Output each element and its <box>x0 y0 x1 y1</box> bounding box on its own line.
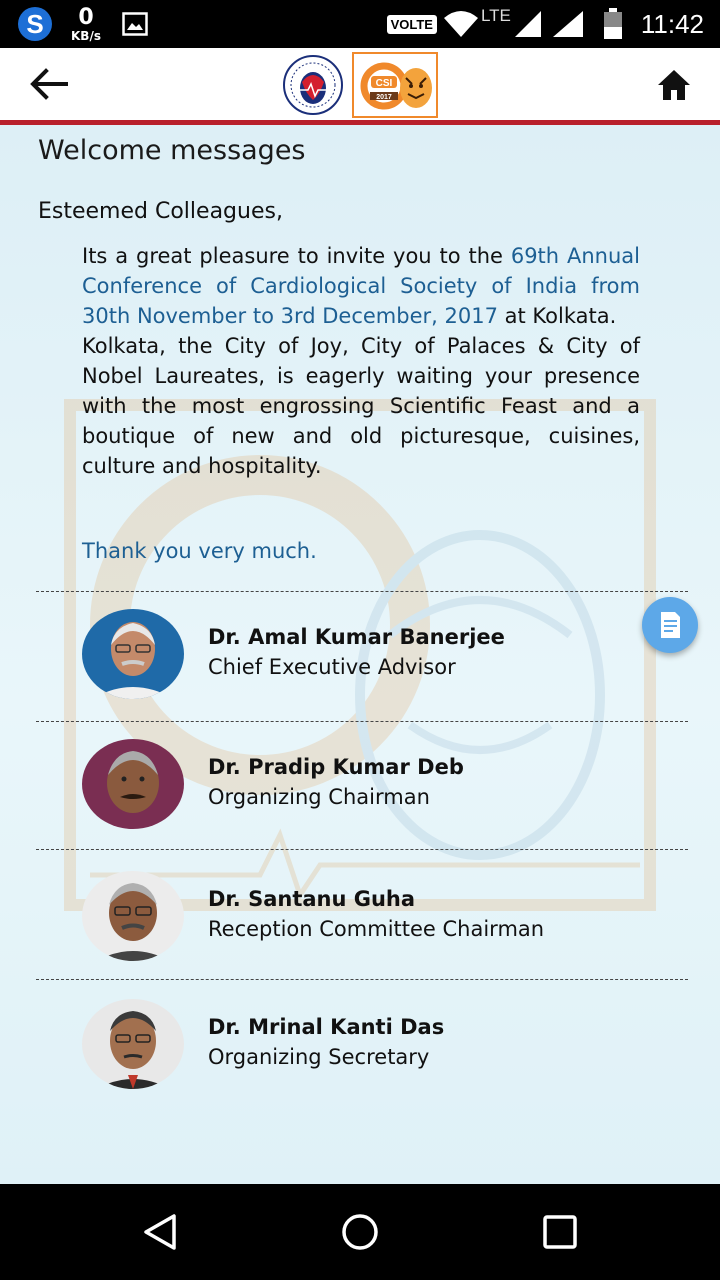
document-fab[interactable] <box>642 597 698 653</box>
person-card[interactable] <box>82 609 642 701</box>
nav-recents-button[interactable] <box>540 1212 580 1252</box>
wifi-icon <box>443 10 479 38</box>
divider <box>36 721 688 722</box>
person-name: Dr. Santanu Guha <box>208 887 416 911</box>
page-title: Welcome messages <box>38 135 306 166</box>
person-role: Organizing Chairman <box>208 785 430 809</box>
signal-2-icon <box>551 9 585 39</box>
arrow-left-icon <box>26 66 72 102</box>
clock: 11:42 <box>640 8 704 39</box>
nav-home-button[interactable] <box>340 1212 380 1252</box>
network-type: LTE <box>480 6 511 25</box>
divider <box>36 979 688 980</box>
thanks-text: Thank you very much. <box>82 539 317 563</box>
divider <box>36 849 688 850</box>
conference-highlight: 69th Annual Conference of Cardiological Society of India from 30th November to 3rd December, 2017 <box>82 244 640 328</box>
avatar <box>82 609 184 699</box>
circle-home-icon <box>340 1212 380 1252</box>
image-notification-icon <box>122 12 148 36</box>
person-name: Dr. Amal Kumar Banerjee <box>208 625 505 649</box>
person-name: Dr. Pradip Kumar Deb <box>208 755 464 779</box>
message-paragraph-2: Kolkata, the City of Joy, City of Palaces & City of Nobel Laureates, is eagerly waiting your presence with the most engrossing Scientific Feast and a boutique of new and old picturesque, cuisines, culture and hospitality. <box>82 334 640 478</box>
avatar <box>82 999 184 1089</box>
greeting: Esteemed Colleagues, <box>38 199 283 224</box>
speed-app-icon: S <box>18 7 52 41</box>
speed-unit: KB/s <box>71 28 101 43</box>
person-name: Dr. Mrinal Kanti Das <box>208 1015 445 1039</box>
csi-society-logo <box>282 54 344 116</box>
person-role: Reception Committee Chairman <box>208 917 545 941</box>
message-location: at Kolkata. <box>497 304 617 328</box>
navigation-bar <box>0 1184 720 1280</box>
person-card[interactable] <box>82 871 642 963</box>
avatar <box>82 871 184 961</box>
back-button[interactable] <box>26 66 72 102</box>
app-bar <box>0 48 720 125</box>
divider <box>36 591 688 592</box>
svg-text:2017: 2017 <box>376 94 392 101</box>
document-icon <box>642 597 698 653</box>
status-bar <box>0 0 720 48</box>
home-button[interactable] <box>656 68 692 102</box>
person-card[interactable] <box>82 739 642 831</box>
battery-icon <box>603 8 623 40</box>
nav-back-button[interactable] <box>140 1212 180 1252</box>
speed-value: 0 <box>78 4 94 30</box>
network-speed <box>66 4 106 43</box>
signal-icon <box>513 9 543 39</box>
square-recents-icon <box>540 1212 580 1252</box>
welcome-message <box>82 241 640 481</box>
csi-2017-logo <box>352 52 438 118</box>
avatar <box>82 739 184 829</box>
home-icon <box>656 68 692 102</box>
person-card[interactable] <box>82 999 642 1091</box>
welcome-content[interactable] <box>0 125 720 1184</box>
person-role: Chief Executive Advisor <box>208 655 456 679</box>
svg-text:CSI: CSI <box>375 78 393 89</box>
person-role: Organizing Secretary <box>208 1045 430 1069</box>
message-intro: Its a great pleasure to invite you to the <box>82 244 511 268</box>
volte-badge: VOLTE <box>387 15 437 34</box>
triangle-back-icon <box>140 1212 180 1252</box>
